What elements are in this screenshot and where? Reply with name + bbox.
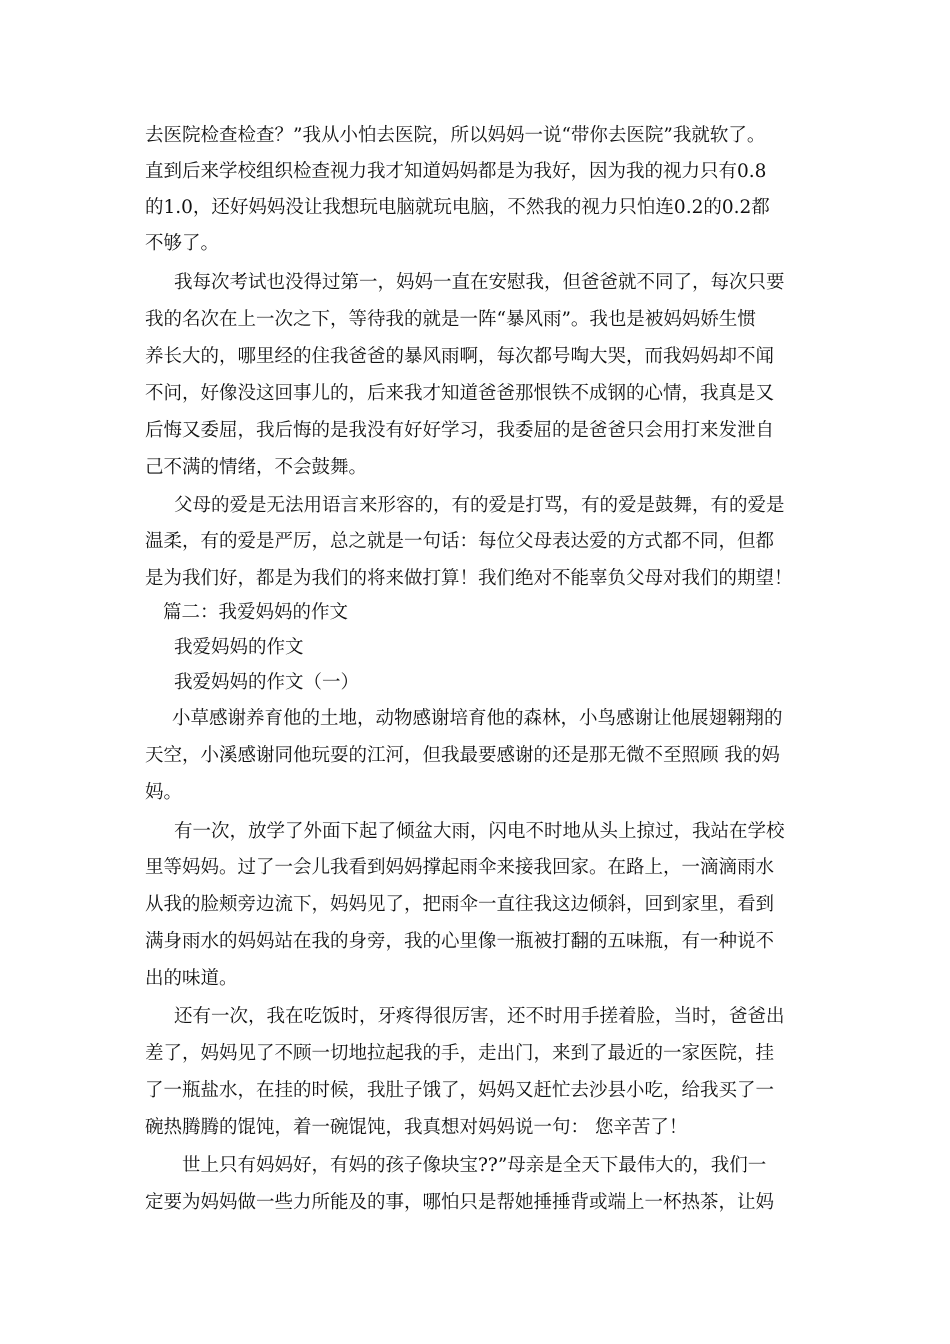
article-title: 我爱妈妈的作文 <box>174 637 304 658</box>
text-line: 有一次，放学了外面下起了倾盆大雨，闪电不时地从头上掠过，我站在学校 <box>174 821 785 842</box>
text-line: 温柔，有的爱是严厉，总之就是一句话：每位父母表达爱的方式都不同，但都 <box>145 531 775 552</box>
text-line: 不问，好像没这回事儿的，后来我才知道爸爸那恨铁不成钢的心情，我真是又 <box>145 383 775 404</box>
text-line: 直到后来学校组织检查视力我才知道妈妈都是为我好，因为我的视力只有0.8 <box>145 161 767 182</box>
text-line: 碗热腾腾的馄饨，着一碗馄饨，我真想对妈妈说一句： 您辛苦了！ <box>145 1117 688 1138</box>
text-line: 世上只有妈妈好，有妈的孩子像块宝??”母亲是全天下最伟大的，我们一 <box>182 1155 767 1176</box>
section-heading: 篇二：我爱妈妈的作文 <box>163 602 349 623</box>
text-line: 是为我们好，都是为我们的将来做打算！我们绝对不能辜负父母对我们的期望！ <box>145 568 793 589</box>
text-line: 后悔又委屈，我后悔的是我没有好好学习，我委屈的是爸爸只会用打来发泄自 <box>145 420 775 441</box>
text-line: 父母的爱是无法用语言来形容的，有的爱是打骂，有的爱是鼓舞，有的爱是 <box>174 495 785 516</box>
text-line: 天空，小溪感谢同他玩耍的江河，但我最要感谢的还是那无微不至照顾 我的妈 <box>145 745 780 766</box>
text-line: 的1.0，还好妈妈没让我想玩电脑就玩电脑，不然我的视力只怕连0.2的0.2都 <box>145 197 770 218</box>
text-line: 出的味道。 <box>145 968 238 989</box>
text-line: 里等妈妈。过了一会儿我看到妈妈撑起雨伞来接我回家。在路上，一滴滴雨水 <box>145 857 775 878</box>
text-line: 我的名次在上一次之下，等待我的就是一阵“暴风雨”。我也是被妈妈娇生惯 <box>145 309 756 330</box>
text-line: 不够了。 <box>145 233 220 254</box>
text-line: 养长大的，哪里经的住我爸爸的暴风雨啊，每次都号啕大哭，而我妈妈却不闻 <box>145 346 775 367</box>
text-line: 去医院检查检查？”我从小怕去医院，所以妈妈一说“带你去医院”我就软了。 <box>145 125 766 146</box>
text-line: 己不满的情绪，不会鼓舞。 <box>145 457 368 478</box>
text-line: 满身雨水的妈妈站在我的身旁，我的心里像一瓶被打翻的五味瓶，有一种说不 <box>145 931 775 952</box>
text-line: 差了，妈妈见了不顾一切地拉起我的手，走出门，来到了最近的一家医院，挂 <box>145 1043 775 1064</box>
text-line: 我每次考试也没得过第一，妈妈一直在安慰我，但爸爸就不同了，每次只要 <box>174 272 785 293</box>
text-line: 妈。 <box>145 782 183 803</box>
article-subtitle: 我爱妈妈的作文（一） <box>174 672 360 693</box>
text-line: 还有一次，我在吃饭时，牙疼得很厉害，还不时用手搓着脸，当时，爸爸出 <box>174 1006 785 1027</box>
text-line: 了一瓶盐水，在挂的时候，我肚子饿了，妈妈又赶忙去沙县小吃，给我买了一 <box>145 1080 775 1101</box>
text-line: 定要为妈妈做一些力所能及的事，哪怕只是帮她捶捶背或端上一杯热茶，让妈 <box>145 1192 775 1213</box>
text-line: 从我的脸颊旁边流下，妈妈见了，把雨伞一直往我这边倾斜，回到家里，看到 <box>145 894 775 915</box>
text-line: 小草感谢养育他的土地，动物感谢培育他的森林，小鸟感谢让他展翅翱翔的 <box>172 708 783 729</box>
